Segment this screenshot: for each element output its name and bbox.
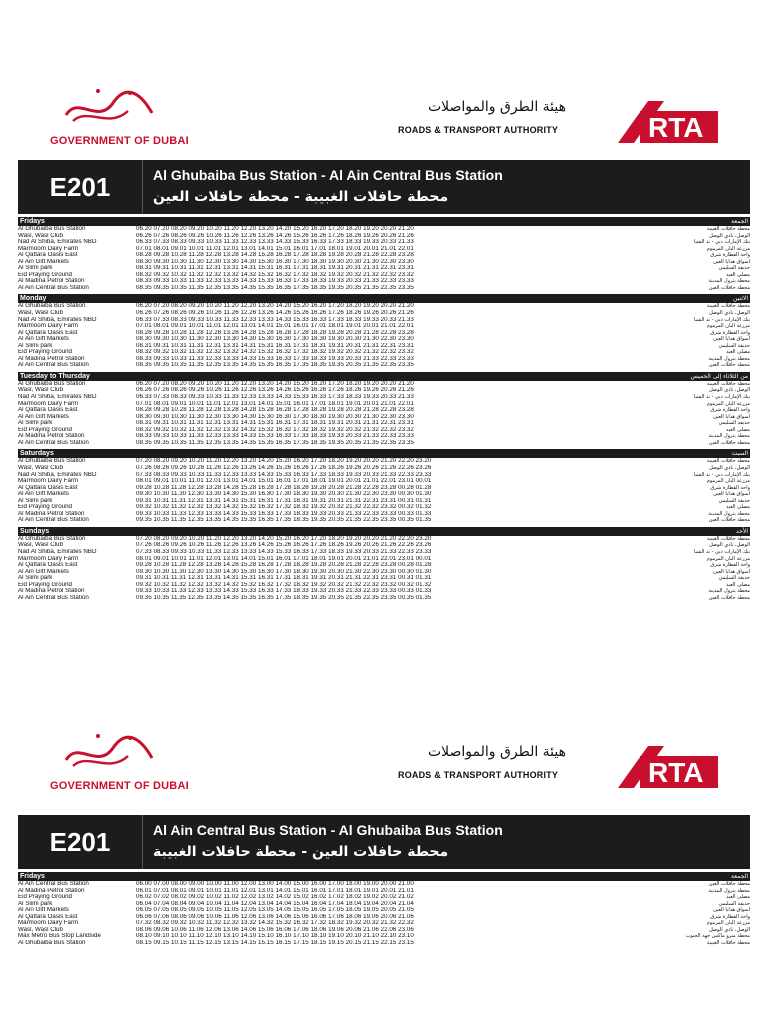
stop-name: Al Madina Petrol Station bbox=[18, 355, 85, 362]
departure-times: 07.33 08.33 09.33 10.33 11.33 12.33 13.33 14.33 15.33 16.33 17.33 18.33 19.33 20.33 21.33 22.33 23.33 bbox=[136, 548, 432, 555]
day-header bbox=[18, 872, 750, 881]
stop-name: Nad Al Shiba, Emirates NBD bbox=[18, 548, 97, 555]
departure-times: 09.35 10.35 11.35 12.35 13.35 14.35 15.35 16.35 17.35 18.35 19.35 20.35 21.35 22.35 23.35 00.35 01.35 bbox=[136, 594, 432, 601]
gov-dubai-label: GOVERNMENT OF DUBAI bbox=[50, 780, 189, 792]
departure-times: 08.33 09.33 10.33 11.33 12.33 13.33 14.33 15.33 16.33 17.33 18.33 19.33 20.33 21.33 22.33 23.33 bbox=[136, 278, 414, 285]
stop-name: Al Ain Central Bus Station bbox=[18, 594, 89, 601]
stop-name: Al Qattara Oasis East bbox=[18, 913, 78, 920]
stop-name: Al Ain Gift Markets bbox=[18, 413, 69, 420]
stop-name: Marmoom Dairy Farm bbox=[18, 400, 79, 407]
stop-name-arabic: الوصل، نادي الوصل bbox=[709, 542, 750, 549]
route-title-english: Al Ghubaiba Bus Station - Al Ain Central Bus Station bbox=[153, 167, 503, 183]
departure-times: 07.01 08.01 09.01 10.01 11.01 12.01 13.01 14.01 15.01 16.01 17.01 18.01 19.01 20.01 21.01 22.01 bbox=[136, 323, 414, 330]
day-header bbox=[18, 372, 750, 381]
stop-name-arabic: الوصل، نادي الوصل bbox=[709, 232, 750, 239]
stop-name-arabic: محطة بترول المدينة bbox=[708, 433, 750, 440]
stop-name: Marmoom Dairy Farm bbox=[18, 555, 79, 562]
day-label-arabic: الاثنين bbox=[733, 295, 748, 303]
schedule-groups bbox=[18, 872, 750, 946]
timetable-row bbox=[18, 940, 750, 947]
departure-times: 07.32 08.32 09.32 10.32 11.32 12.32 13.32 14.32 15.32 16.32 17.32 18.32 19.32 20.32 21.32 22.32 bbox=[136, 920, 414, 927]
rta-logo-icon bbox=[618, 101, 718, 143]
departure-times: 06.26 07.26 08.26 09.26 10.26 11.26 12.26 13.26 14.26 15.26 16.26 17.26 18.26 19.26 20.26 21.26 bbox=[136, 232, 414, 239]
stop-name: Al Madina Petrol Station bbox=[18, 588, 85, 595]
stop-name-arabic: الوصل، نادي الوصل bbox=[709, 464, 750, 471]
stop-name-arabic: مصلى العيد bbox=[726, 426, 750, 433]
departure-times: 08.32 09.32 10.32 11.32 12.32 13.32 14.32 15.32 16.32 17.32 18.32 19.32 20.32 21.32 22.32 23.32 bbox=[136, 349, 414, 356]
stop-name: Wasl, Wasl Club bbox=[18, 232, 63, 239]
dubai-calligraphy-icon bbox=[58, 730, 158, 776]
route-number: E201 bbox=[18, 815, 143, 869]
stop-name-arabic: مزرعة ألبان المرموم bbox=[706, 478, 750, 485]
timetable-row bbox=[18, 285, 750, 292]
departure-times: 09.30 10.30 11.30 12.30 13.30 14.30 15.30 16.30 17.30 18.30 19.30 20.30 21.30 22.30 23.30 00.30 01.30 bbox=[136, 568, 432, 575]
route-title-english: Al Ain Central Bus Station - Al Ghubaiba Bus Station bbox=[153, 822, 503, 838]
dubai-calligraphy-icon bbox=[58, 85, 158, 131]
stop-name-arabic: واحة القطارة شرق bbox=[710, 407, 750, 414]
timetable-row bbox=[18, 362, 750, 369]
government-of-dubai-logo bbox=[50, 85, 189, 155]
stop-name-arabic: مصلى العيد bbox=[726, 504, 750, 511]
rta-branding bbox=[398, 85, 718, 155]
stop-name: Al Slimi park bbox=[18, 575, 53, 582]
stop-name-arabic: مصلى العيد bbox=[726, 581, 750, 588]
departure-times: 07.01 08.01 09.01 10.01 11.01 12.01 13.01 14.01 15.01 16.01 17.01 18.01 19.01 20.01 21.01 22.01 bbox=[136, 400, 414, 407]
stop-name-arabic: محطة مترو ماكس جهة الجنوب bbox=[685, 933, 750, 940]
stop-name: Eid Praying Ground bbox=[18, 894, 72, 901]
stop-name-arabic: حديقة السليمي bbox=[718, 265, 750, 272]
stop-name: Wasl, Wasl Club bbox=[18, 542, 63, 549]
stop-name-arabic: محطة حافلات الغبيبة bbox=[706, 939, 750, 946]
stop-name: Eid Praying Ground bbox=[18, 271, 72, 278]
departure-times: 09.31 10.31 11.31 12.31 13.31 14.31 15.31 16.31 17.31 18.31 19.31 20.31 21.31 22.31 23.31 00.31 01.31 bbox=[136, 497, 432, 504]
stop-name-arabic: مصلى العيد bbox=[726, 349, 750, 356]
departure-times: 09.33 10.33 11.33 12.33 13.33 14.33 15.33 16.33 17.33 18.33 19.33 20.33 21.33 22.33 23.33 00.33 01.33 bbox=[136, 510, 432, 517]
day-header bbox=[18, 217, 750, 226]
stop-name: Al Slimi park bbox=[18, 420, 53, 427]
gov-dubai-label: GOVERNMENT OF DUBAI bbox=[50, 135, 189, 147]
schedule-groups bbox=[18, 217, 750, 601]
day-label: Fridays bbox=[20, 873, 45, 880]
government-of-dubai-logo bbox=[50, 730, 189, 800]
stop-name-arabic: أسواق هدايا العين bbox=[713, 568, 750, 575]
stop-name-arabic: محطة حافلات الغبيبة bbox=[706, 380, 750, 387]
stop-name: Marmoom Dairy Farm bbox=[18, 478, 79, 485]
stop-name: Wasl, Wasl Club bbox=[18, 310, 63, 317]
stop-name-arabic: مزرعة ألبان المرموم bbox=[706, 323, 750, 330]
stop-name-arabic: مزرعة ألبان المرموم bbox=[706, 555, 750, 562]
departure-times: 06.33 07.33 08.33 09.33 10.33 11.33 12.33 13.33 14.33 15.33 16.33 17.33 18.33 19.33 20.33 21.33 bbox=[136, 239, 414, 246]
departure-times: 09.32 10.32 11.32 12.32 13.32 14.32 15.32 16.32 17.32 18.32 19.32 20.32 21.32 22.32 23.32 00.32 01.32 bbox=[136, 504, 432, 511]
departure-times: 08.33 09.33 10.33 11.33 12.33 13.33 14.33 15.33 16.33 17.33 18.33 19.33 20.33 21.33 22.33 23.33 bbox=[136, 433, 414, 440]
day-header bbox=[18, 294, 750, 303]
timetable-inbound bbox=[18, 815, 750, 946]
day-label-arabic: الأحد bbox=[736, 527, 748, 535]
stop-name: Al Ain Gift Markets bbox=[18, 491, 69, 498]
svg-text:RTA: RTA bbox=[648, 112, 704, 143]
departure-times: 07.20 08.20 09.20 10.20 11.20 12.20 13.20 14.20 15.20 16.20 17.20 18.20 19.20 20.20 21.20 22.20 23.20 bbox=[136, 535, 432, 542]
stop-name-arabic: حديقة السليمي bbox=[718, 342, 750, 349]
route-banner bbox=[18, 815, 750, 869]
day-label: Tuesday to Thursday bbox=[20, 372, 90, 380]
day-label-arabic: السبت bbox=[731, 450, 748, 458]
page-header-top bbox=[0, 85, 768, 155]
route-title-arabic: محطة حافلات العين - محطة حافلات الغبيبة bbox=[153, 844, 449, 860]
departure-times: 08.30 09.30 10.30 11.30 12.30 13.30 14.30 15.30 16.30 17.30 18.30 19.30 20.30 21.30 22.30 23.30 bbox=[136, 413, 414, 420]
departure-times: 09.30 10.30 11.30 12.30 13.30 14.30 15.30 16.30 17.30 18.30 19.30 20.30 21.30 22.30 23.30 00.30 01.30 bbox=[136, 491, 432, 498]
rta-logo-icon bbox=[618, 746, 718, 788]
day-header bbox=[18, 527, 750, 536]
day-label-arabic: الجمعة bbox=[731, 873, 748, 880]
departure-times: 08.30 09.30 10.30 11.30 12.30 13.30 14.30 15.30 16.30 17.30 18.30 19.30 20.30 21.30 22.30 23.30 bbox=[136, 336, 414, 343]
day-label: Monday bbox=[20, 295, 47, 303]
stop-name-arabic: محطة بترول المدينة bbox=[708, 510, 750, 517]
departure-times: 07.01 08.01 09.01 10.01 11.01 12.01 13.01 14.01 15.01 16.01 17.01 18.01 19.01 20.01 21.01 22.01 bbox=[136, 245, 414, 252]
day-label: Sundays bbox=[20, 527, 50, 535]
rta-arabic-name: هيئة الطرق والمواصلات bbox=[428, 99, 567, 115]
stop-name: Eid Praying Ground bbox=[18, 581, 72, 588]
stop-name: Al Ghubaiba Bus Station bbox=[18, 226, 86, 232]
departure-times: 09.28 10.28 11.28 12.28 13.28 14.28 15.28 16.28 17.28 18.28 19.28 20.28 21.28 22.28 23.28 00.28 01.28 bbox=[136, 484, 432, 491]
day-group bbox=[18, 872, 750, 946]
departure-times: 08.01 09.01 10.01 11.01 12.01 13.01 14.01 15.01 16.01 17.01 18.01 19.01 20.01 21.01 22.01 23.01 00.01 bbox=[136, 478, 432, 485]
departure-times: 08.33 09.33 10.33 11.33 12.33 13.33 14.33 15.33 16.33 17.33 18.33 19.33 20.33 21.33 22.33 23.33 bbox=[136, 355, 414, 362]
day-header bbox=[18, 449, 750, 458]
stop-name: Al Ghubaiba Bus Station bbox=[18, 458, 86, 465]
rta-arabic-name: هيئة الطرق والمواصلات bbox=[428, 744, 567, 760]
departure-times: 08.31 09.31 10.31 11.31 12.31 13.31 14.31 15.31 16.31 17.31 18.31 19.31 20.31 21.31 22.31 23.31 bbox=[136, 265, 414, 272]
departure-times: 09.31 10.31 11.31 12.31 13.31 14.31 15.31 16.31 17.31 18.31 19.31 20.31 21.31 22.31 23.31 00.31 01.31 bbox=[136, 575, 432, 582]
departure-times: 07.33 08.33 09.33 10.33 11.33 12.33 13.33 14.33 15.33 16.33 17.33 18.33 19.33 20.33 21.33 22.33 23.33 bbox=[136, 471, 432, 478]
stop-name-arabic: واحة القطارة شرق bbox=[710, 913, 750, 920]
stop-name-arabic: أسواق هدايا العين bbox=[713, 491, 750, 498]
stop-name: Al Qattara Oasis East bbox=[18, 407, 78, 414]
timetable-row bbox=[18, 440, 750, 447]
stop-name-arabic: الوصل، نادي الوصل bbox=[709, 926, 750, 933]
stop-name-arabic: الوصل، نادي الوصل bbox=[709, 310, 750, 317]
stop-name: Nad Al Shiba, Emirates NBD bbox=[18, 239, 97, 246]
departure-times: 08.28 09.28 10.28 11.28 12.28 13.28 14.28 15.28 16.28 17.28 18.28 19.28 20.28 21.28 22.28 23.28 bbox=[136, 329, 414, 336]
departure-times: 06.20 07.20 08.20 09.20 10.20 11.20 12.20 13.20 14.20 15.20 16.20 17.20 18.20 19.20 20.20 21.20 bbox=[136, 226, 414, 232]
stop-name-arabic: مزرعة ألبان المرموم bbox=[706, 400, 750, 407]
stop-name: Al Ain Central Bus Station bbox=[18, 362, 89, 369]
departure-times: 08.32 09.32 10.32 11.32 12.32 13.32 14.32 15.32 16.32 17.32 18.32 19.32 20.32 21.32 22.32 23.32 bbox=[136, 271, 414, 278]
route-title-arabic: محطة حافلات الغبيبة - محطة حافلات العين bbox=[153, 189, 449, 205]
stop-name-arabic: مصلى العيد bbox=[726, 894, 750, 901]
stop-name: Al Slimi park bbox=[18, 342, 53, 349]
stop-name: Wasl, Wasl Club bbox=[18, 464, 63, 471]
stop-name-arabic: أسواق هدايا العين bbox=[713, 258, 750, 265]
stop-name: Al Qattara Oasis East bbox=[18, 329, 78, 336]
departure-times: 09.28 10.28 11.28 12.28 13.28 14.28 15.28 16.28 17.28 18.28 19.28 20.28 21.28 22.28 23.28 00.28 01.28 bbox=[136, 562, 432, 569]
timetable-outbound bbox=[18, 160, 750, 601]
stop-name: Al Ain Central Bus Station bbox=[18, 881, 89, 887]
departure-times: 09.32 10.32 11.32 12.32 13.32 14.32 15.32 16.32 17.32 18.32 19.32 20.32 21.32 22.32 23.32 00.32 01.32 bbox=[136, 581, 432, 588]
stop-name: Al Ghubaiba Bus Station bbox=[18, 939, 86, 946]
departure-times: 06.04 07.04 08.04 09.04 10.04 11.04 12.04 13.04 14.04 15.04 16.04 17.04 18.04 19.04 20.04 21.04 bbox=[136, 900, 414, 907]
stop-name: Marmoom Dairy Farm bbox=[18, 245, 79, 252]
day-label: Saturdays bbox=[20, 450, 54, 458]
stop-name-arabic: بنك الإمارات دبي - ند الشبا bbox=[693, 394, 750, 401]
stop-name-arabic: أسواق هدايا العين bbox=[713, 336, 750, 343]
departure-times: 06.02 07.02 08.02 09.02 10.02 11.02 12.02 13.02 14.02 15.02 16.02 17.02 18.02 19.02 20.02 21.02 bbox=[136, 894, 414, 901]
departure-times: 06.33 07.33 08.33 09.33 10.33 11.33 12.33 13.33 14.33 15.33 16.33 17.33 18.33 19.33 20.33 21.33 bbox=[136, 316, 414, 323]
departure-times: 08.01 09.01 10.01 11.01 12.01 13.01 14.01 15.01 16.01 17.01 18.01 19.01 20.01 21.01 22.01 23.01 00.01 bbox=[136, 555, 432, 562]
departure-times: 08.32 09.32 10.32 11.32 12.32 13.32 14.32 15.32 16.32 17.32 18.32 19.32 20.32 21.32 22.32 23.32 bbox=[136, 426, 414, 433]
stop-name-arabic: محطة بترول المدينة bbox=[708, 278, 750, 285]
rta-branding bbox=[398, 730, 718, 800]
route-number: E201 bbox=[18, 160, 143, 214]
stop-name-arabic: حديقة السليمي bbox=[718, 497, 750, 504]
departure-times: 06.05 07.05 08.05 09.05 10.05 11.05 12.05 13.05 14.05 15.05 16.05 17.05 18.05 19.05 20.05 21.05 bbox=[136, 907, 414, 914]
departure-times: 08.35 09.35 10.35 11.35 12.35 13.35 14.35 15.35 16.35 17.35 18.35 19.35 20.35 21.35 22.35 23.35 bbox=[136, 439, 414, 446]
stop-name: Al Madina Petrol Station bbox=[18, 278, 85, 285]
departure-times: 08.06 09.06 10.06 11.06 12.06 13.06 14.06 15.06 16.06 17.06 18.06 19.06 20.06 21.06 22.06 23.06 bbox=[136, 926, 414, 933]
stop-name: Al Slimi park bbox=[18, 497, 53, 504]
stop-name-arabic: بنك الإمارات دبي - ند الشبا bbox=[693, 471, 750, 478]
stop-name-arabic: واحة القطارة شرق bbox=[710, 562, 750, 569]
day-group bbox=[18, 449, 750, 523]
stop-name-arabic: محطة حافلات العين bbox=[708, 362, 750, 369]
stop-name: Al Slimi park bbox=[18, 900, 53, 907]
stop-name: Al Ghubaiba Bus Station bbox=[18, 303, 86, 310]
stop-name: Eid Praying Ground bbox=[18, 426, 72, 433]
day-label: Fridays bbox=[20, 218, 45, 225]
stop-name: Wasl, Wasl Club bbox=[18, 926, 63, 933]
stop-name-arabic: محطة حافلات العين bbox=[708, 517, 750, 524]
stop-name-arabic: مزرعة ألبان المرموم bbox=[706, 245, 750, 252]
stop-name: Al Qattara Oasis East bbox=[18, 484, 78, 491]
stop-name-arabic: بنك الإمارات دبي - ند الشبا bbox=[693, 548, 750, 555]
stop-name: Al Ain Gift Markets bbox=[18, 336, 69, 343]
stop-name: Al Madina Petrol Station bbox=[18, 433, 85, 440]
day-group bbox=[18, 372, 750, 446]
departure-times: 06.06 07.06 08.06 09.06 10.06 11.06 12.06 13.06 14.06 15.06 16.06 17.06 18.06 19.06 20.06 21.06 bbox=[136, 913, 414, 920]
day-group bbox=[18, 527, 750, 601]
stop-name: Al Madina Petrol Station bbox=[18, 510, 85, 517]
stop-name: Al Ain Central Bus Station bbox=[18, 284, 89, 291]
stop-name: Al Qattara Oasis East bbox=[18, 562, 78, 569]
stop-name: Al Ghubaiba Bus Station bbox=[18, 380, 86, 387]
stop-name-arabic: محطة بترول المدينة bbox=[708, 588, 750, 595]
departure-times: 08.35 09.35 10.35 11.35 12.35 13.35 14.35 15.35 16.35 17.35 18.35 19.35 20.35 21.35 22.35 23.35 bbox=[136, 362, 414, 369]
stop-name: Eid Praying Ground bbox=[18, 504, 72, 511]
stop-name-arabic: محطة حافلات الغبيبة bbox=[706, 535, 750, 542]
stop-name-arabic: أسواق هدايا العين bbox=[713, 907, 750, 914]
day-label-arabic: الجمعة bbox=[731, 218, 748, 225]
stop-name-arabic: أسواق هدايا العين bbox=[713, 413, 750, 420]
stop-name: Al Ghubaiba Bus Station bbox=[18, 535, 86, 542]
departure-times: 09.35 10.35 11.35 12.35 13.35 14.35 15.35 16.35 17.35 18.35 19.35 20.35 21.35 22.35 23.35 00.35 01.35 bbox=[136, 517, 432, 524]
departure-times: 08.35 09.35 10.35 11.35 12.35 13.35 14.35 15.35 16.35 17.35 18.35 19.35 20.35 21.35 22.35 23.35 bbox=[136, 284, 414, 291]
departure-times: 08.10 09.10 10.10 11.10 12.10 13.10 14.10 15.10 16.10 17.10 18.10 19.10 20.10 21.10 22.10 23.10 bbox=[136, 933, 414, 940]
stop-name-arabic: محطة بترول المدينة bbox=[708, 355, 750, 362]
stop-name: Marmoom Dairy Farm bbox=[18, 920, 79, 927]
rta-english-name: ROADS & TRANSPORT AUTHORITY bbox=[398, 125, 559, 135]
stop-name: Al Qattara Oasis East bbox=[18, 252, 78, 259]
stop-name: Max Metro Bus Stop Landside bbox=[18, 933, 101, 940]
stop-name-arabic: حديقة السليمي bbox=[718, 420, 750, 427]
departure-times: 08.31 09.31 10.31 11.31 12.31 13.31 14.31 15.31 16.31 17.31 18.31 19.31 20.31 21.31 22.31 23.31 bbox=[136, 420, 414, 427]
stop-name-arabic: مزرعة ألبان المرموم bbox=[706, 920, 750, 927]
departure-times: 09.33 10.33 11.33 12.33 13.33 14.33 15.33 16.33 17.33 18.33 19.33 20.33 21.33 22.33 23.33 00.33 01.33 bbox=[136, 588, 432, 595]
rta-english-name: ROADS & TRANSPORT AUTHORITY bbox=[398, 770, 559, 780]
stop-name-arabic: بنك الإمارات دبي - ند الشبا bbox=[693, 239, 750, 246]
timetable-row bbox=[18, 595, 750, 602]
stop-name-arabic: محطة حافلات العين bbox=[708, 439, 750, 446]
stop-name: Nad Al Shiba, Emirates NBD bbox=[18, 316, 97, 323]
departure-times: 06.00 07.00 08.00 09.00 10.00 11.00 12.00 13.00 14.00 15.00 16.00 17.00 18.00 19.00 20.00 21.00 bbox=[136, 881, 414, 887]
stop-name: Al Madina Petrol Station bbox=[18, 887, 85, 894]
departure-times: 07.20 08.20 09.20 10.20 11.20 12.20 13.20 14.20 15.20 16.20 17.20 18.20 19.20 20.20 21.20 22.20 23.20 bbox=[136, 458, 432, 465]
day-group bbox=[18, 294, 750, 368]
stop-name: Nad Al Shiba, Emirates NBD bbox=[18, 471, 97, 478]
departure-times: 06.01 07.01 08.01 09.01 10.01 11.01 12.01 13.01 14.01 15.01 16.01 17.01 18.01 19.01 20.01 21.01 bbox=[136, 887, 414, 894]
stop-name-arabic: محطة حافلات الغبيبة bbox=[706, 303, 750, 310]
departure-times: 08.30 09.30 10.30 11.30 12.30 13.30 14.30 15.30 16.30 17.30 18.30 19.30 20.30 21.30 22.30 23.30 bbox=[136, 258, 414, 265]
stop-name-arabic: واحة القطارة شرق bbox=[710, 252, 750, 259]
departure-times: 06.20 07.20 08.20 09.20 10.20 11.20 12.20 13.20 14.20 15.20 16.20 17.20 18.20 19.20 20.20 21.20 bbox=[136, 303, 414, 310]
stop-name-arabic: بنك الإمارات دبي - ند الشبا bbox=[693, 316, 750, 323]
stop-name: Marmoom Dairy Farm bbox=[18, 323, 79, 330]
departure-times: 08.28 09.28 10.28 11.28 12.28 13.28 14.28 15.28 16.28 17.28 18.28 19.28 20.28 21.28 22.28 23.28 bbox=[136, 407, 414, 414]
stop-name-arabic: مصلى العيد bbox=[726, 271, 750, 278]
page-header-bottom bbox=[0, 730, 768, 800]
stop-name-arabic: واحة القطارة شرق bbox=[710, 329, 750, 336]
departure-times: 07.26 08.26 09.26 10.26 11.26 12.26 13.26 14.26 15.26 16.26 17.26 18.26 19.26 20.26 21.26 22.26 23.26 bbox=[136, 542, 432, 549]
departure-times: 06.20 07.20 08.20 09.20 10.20 11.20 12.20 13.20 14.20 15.20 16.20 17.20 18.20 19.20 20.20 21.20 bbox=[136, 380, 414, 387]
stop-name: Eid Praying Ground bbox=[18, 349, 72, 356]
stop-name: Al Ain Gift Markets bbox=[18, 568, 69, 575]
stop-name-arabic: محطة حافلات العين bbox=[708, 284, 750, 291]
day-label-arabic: من الثلاثاء إلى الخميس bbox=[690, 372, 748, 380]
stop-name-arabic: واحة القطارة شرق bbox=[710, 484, 750, 491]
departure-times: 07.26 08.26 09.26 10.26 11.26 12.26 13.26 14.26 15.26 16.26 17.26 18.26 19.26 20.26 21.26 22.26 23.26 bbox=[136, 464, 432, 471]
departure-times: 06.26 07.26 08.26 09.26 10.26 11.26 12.26 13.26 14.26 15.26 16.26 17.26 18.26 19.26 20.26 21.26 bbox=[136, 387, 414, 394]
day-group bbox=[18, 217, 750, 291]
stop-name-arabic: محطة حافلات العين bbox=[708, 594, 750, 601]
departure-times: 06.26 07.26 08.26 09.26 10.26 11.26 12.26 13.26 14.26 15.26 16.26 17.26 18.26 19.26 20.26 21.26 bbox=[136, 310, 414, 317]
stop-name: Al Ain Gift Markets bbox=[18, 258, 69, 265]
stop-name: Nad Al Shiba, Emirates NBD bbox=[18, 394, 97, 401]
svg-text:RTA: RTA bbox=[648, 757, 704, 788]
stop-name: Al Ain Gift Markets bbox=[18, 907, 69, 914]
stop-name-arabic: محطة بترول المدينة bbox=[708, 887, 750, 894]
stop-name-arabic: حديقة السليمي bbox=[718, 900, 750, 907]
departure-times: 08.15 09.15 10.15 11.15 12.15 13.15 14.15 15.15 16.15 17.15 18.15 19.15 20.15 21.15 22.15 23.15 bbox=[136, 939, 414, 946]
stop-name-arabic: محطة حافلات الغبيبة bbox=[706, 226, 750, 232]
departure-times: 08.28 09.28 10.28 11.28 12.28 13.28 14.28 15.28 16.28 17.28 18.28 19.28 20.28 21.28 22.28 23.28 bbox=[136, 252, 414, 259]
stop-name: Wasl, Wasl Club bbox=[18, 387, 63, 394]
stop-name: Al Ain Central Bus Station bbox=[18, 439, 89, 446]
stop-name: Al Slimi park bbox=[18, 265, 53, 272]
timetable-row bbox=[18, 517, 750, 524]
route-banner bbox=[18, 160, 750, 214]
stop-name-arabic: محطة حافلات الغبيبة bbox=[706, 458, 750, 465]
stop-name-arabic: محطة حافلات العين bbox=[708, 881, 750, 887]
stop-name-arabic: الوصل، نادي الوصل bbox=[709, 387, 750, 394]
departure-times: 08.31 09.31 10.31 11.31 12.31 13.31 14.31 15.31 16.31 17.31 18.31 19.31 20.31 21.31 22.31 23.31 bbox=[136, 342, 414, 349]
departure-times: 06.33 07.33 08.33 09.33 10.33 11.33 12.33 13.33 14.33 15.33 16.33 17.33 18.33 19.33 20.33 21.33 bbox=[136, 394, 414, 401]
stop-name-arabic: حديقة السليمي bbox=[718, 575, 750, 582]
stop-name: Al Ain Central Bus Station bbox=[18, 517, 89, 524]
